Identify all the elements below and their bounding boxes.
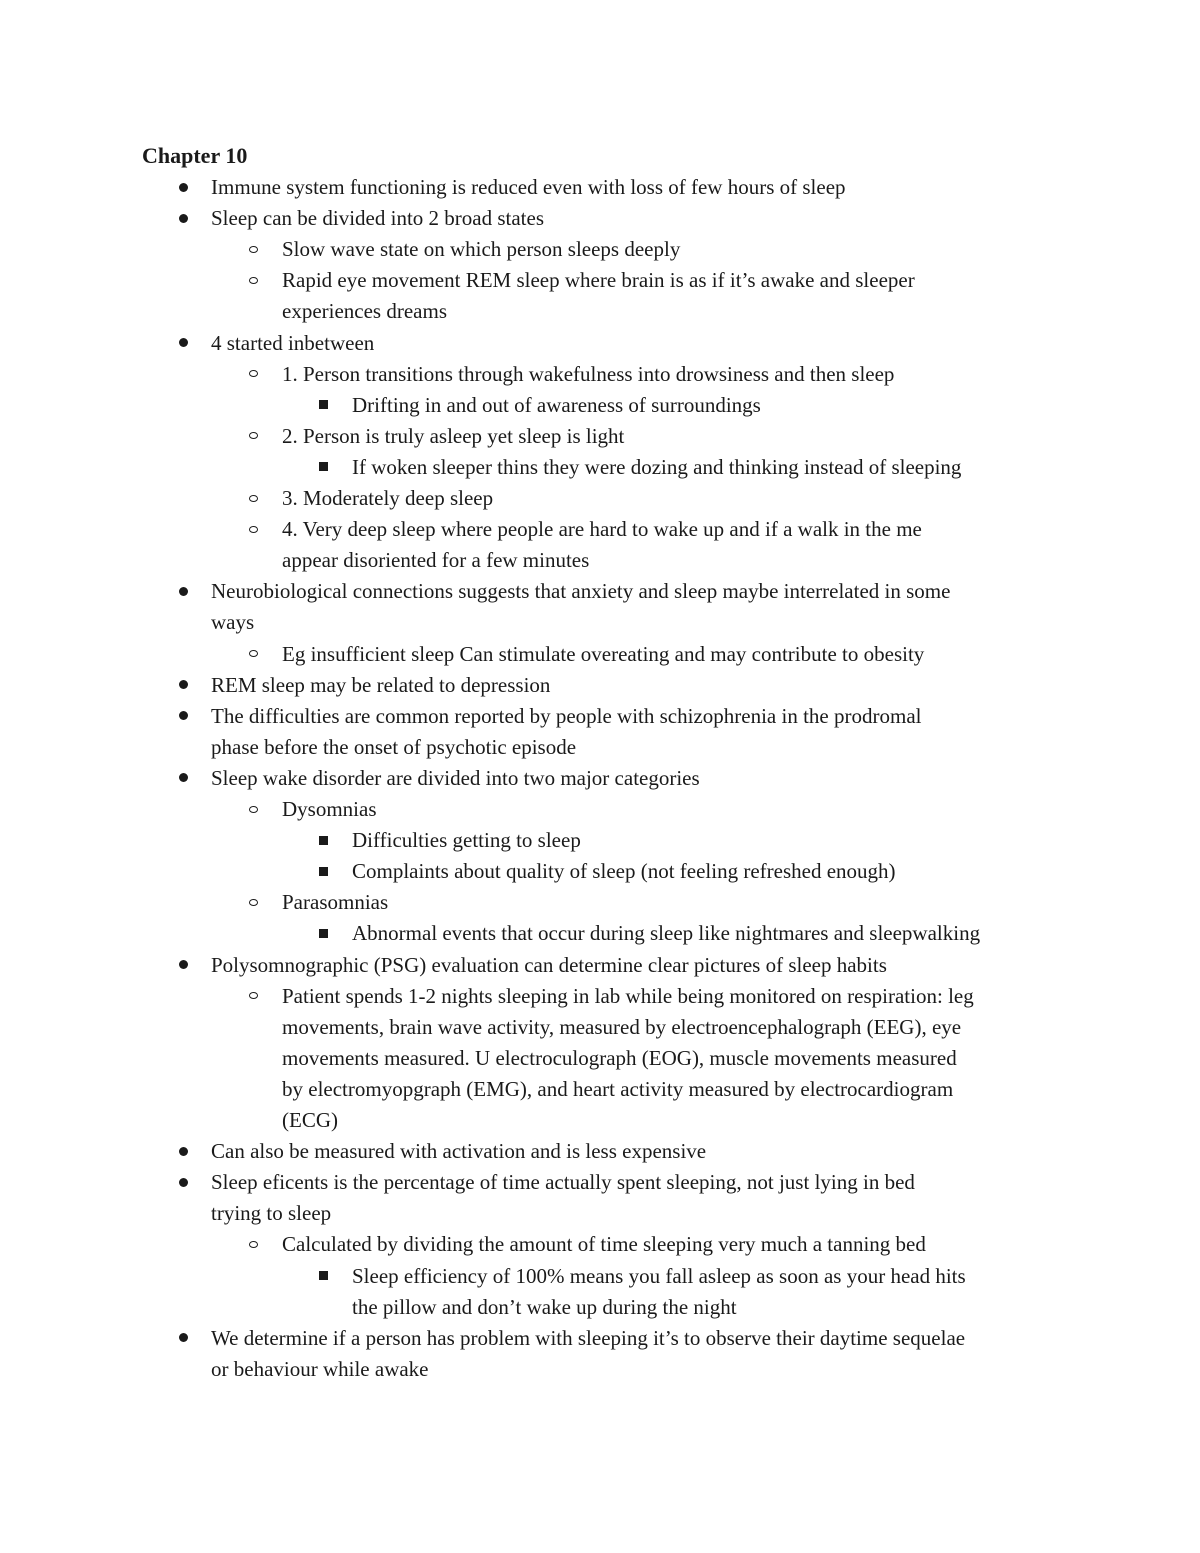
disc-bullet-icon — [179, 711, 188, 720]
circle-bullet-icon — [249, 432, 258, 439]
list-item-text: REM sleep may be related to depression — [211, 672, 551, 697]
square-bullet-icon — [319, 836, 328, 845]
list-item-text: Sleep eficents is the percentage of time actually spent sleeping, not just lying in bed — [211, 1170, 915, 1195]
list-item-text: the pillow and don’t wake up during the night — [352, 1294, 737, 1319]
list-item-text: movements, brain wave activity, measured by electroencephalograph (EEG), eye — [282, 1014, 962, 1039]
square-bullet-icon — [319, 867, 328, 876]
square-bullet-icon — [319, 929, 328, 938]
disc-bullet-icon — [179, 183, 188, 192]
list-item-text: The difficulties are common reported by people with schizophrenia in the prodromal — [211, 703, 922, 728]
disc-bullet-icon — [179, 773, 188, 782]
list-item-text: Sleep efficiency of 100% means you fall asleep as soon as your head hits — [352, 1263, 966, 1288]
disc-bullet-icon — [179, 1333, 188, 1342]
list-item-text: Dysomnias — [282, 797, 377, 821]
chapter-title: Chapter 10 — [142, 143, 248, 168]
circle-bullet-icon — [249, 370, 258, 377]
list-item-text: by electromyopgraph (EMG), and heart activity measured by electrocardiogram — [282, 1076, 954, 1101]
list-item-text: Rapid eye movement REM sleep where brain is as if it’s awake and sleeper — [282, 268, 915, 293]
list-item-text: 4 started inbetween — [211, 330, 375, 355]
list-item-text: trying to sleep — [211, 1201, 332, 1226]
disc-bullet-icon — [179, 1147, 188, 1156]
list-item-text: We determine if a person has problem with sleeping it’s to observe their daytime sequelae — [211, 1325, 966, 1350]
list-item-text: Parasomnias — [282, 890, 389, 915]
circle-bullet-icon — [249, 899, 258, 906]
list-item-text: Immune system functioning is reduced even with loss of few hours of sleep — [211, 175, 846, 199]
list-item-text: Abnormal events that occur during sleep like nightmares and sleepwalking — [352, 921, 981, 946]
list-item-text: (ECG) — [282, 1108, 338, 1132]
list-item-text: phase before the onset of psychotic episode — [211, 734, 577, 759]
list-item-text: 3. Moderately deep sleep — [282, 486, 494, 510]
list-item-text: Eg insufficient sleep Can stimulate overeating and may contribute to obesity — [282, 641, 925, 666]
disc-bullet-icon — [179, 1178, 188, 1187]
list-item-text: Sleep can be divided into 2 broad states — [211, 206, 544, 231]
circle-bullet-icon — [249, 992, 258, 999]
list-item-text: Patient spends 1-2 nights sleeping in lab while being monitored on respiration: leg — [282, 983, 974, 1008]
square-bullet-icon — [319, 462, 328, 471]
list-item-text: Can also be measured with activation and is less expensive — [211, 1139, 707, 1164]
circle-bullet-icon — [249, 495, 258, 502]
list-item-text: 2. Person is truly asleep yet sleep is light — [282, 423, 625, 448]
list-item-text: Neurobiological connections suggests that anxiety and sleep maybe interrelated in some — [211, 579, 951, 604]
list-item-text: 1. Person transitions through wakefulness into drowsiness and then sleep — [282, 361, 895, 386]
disc-bullet-icon — [179, 587, 188, 596]
list-item-text: appear disoriented for a few minutes — [282, 548, 590, 573]
list-item-text: Slow wave state on which person sleeps deeply — [282, 237, 681, 262]
circle-bullet-icon — [249, 806, 258, 813]
disc-bullet-icon — [179, 680, 188, 689]
list-item-text: movements measured. U electroculograph (EOG), muscle movements measured — [282, 1045, 957, 1070]
circle-bullet-icon — [249, 277, 258, 284]
circle-bullet-icon — [249, 1241, 258, 1248]
list-item-text: Polysomnographic (PSG) evaluation can determine clear pictures of sleep habits — [211, 952, 887, 977]
list-item-text: Sleep wake disorder are divided into two major categories — [211, 765, 700, 790]
list-item-text: experiences dreams — [282, 299, 447, 324]
square-bullet-icon — [319, 1271, 328, 1280]
list-item-text: 4. Very deep sleep where people are hard to wake up and if a walk in the me — [282, 517, 922, 542]
disc-bullet-icon — [179, 214, 188, 223]
disc-bullet-icon — [179, 338, 188, 347]
list-item-text: ways — [211, 610, 255, 635]
circle-bullet-icon — [249, 650, 258, 657]
circle-bullet-icon — [249, 246, 258, 253]
circle-bullet-icon — [249, 526, 258, 533]
list-item-text: Difficulties getting to sleep — [352, 828, 581, 853]
list-item-text: If woken sleeper thins they were dozing and thinking instead of sleeping — [352, 454, 962, 479]
square-bullet-icon — [319, 400, 328, 409]
list-item-text: Drifting in and out of awareness of surroundings — [352, 392, 761, 417]
disc-bullet-icon — [179, 960, 188, 969]
list-item-text: or behaviour while awake — [211, 1356, 429, 1381]
list-item-text: Calculated by dividing the amount of time sleeping very much a tanning bed — [282, 1232, 926, 1257]
list-item-text: Complaints about quality of sleep (not feeling refreshed enough) — [352, 859, 896, 884]
